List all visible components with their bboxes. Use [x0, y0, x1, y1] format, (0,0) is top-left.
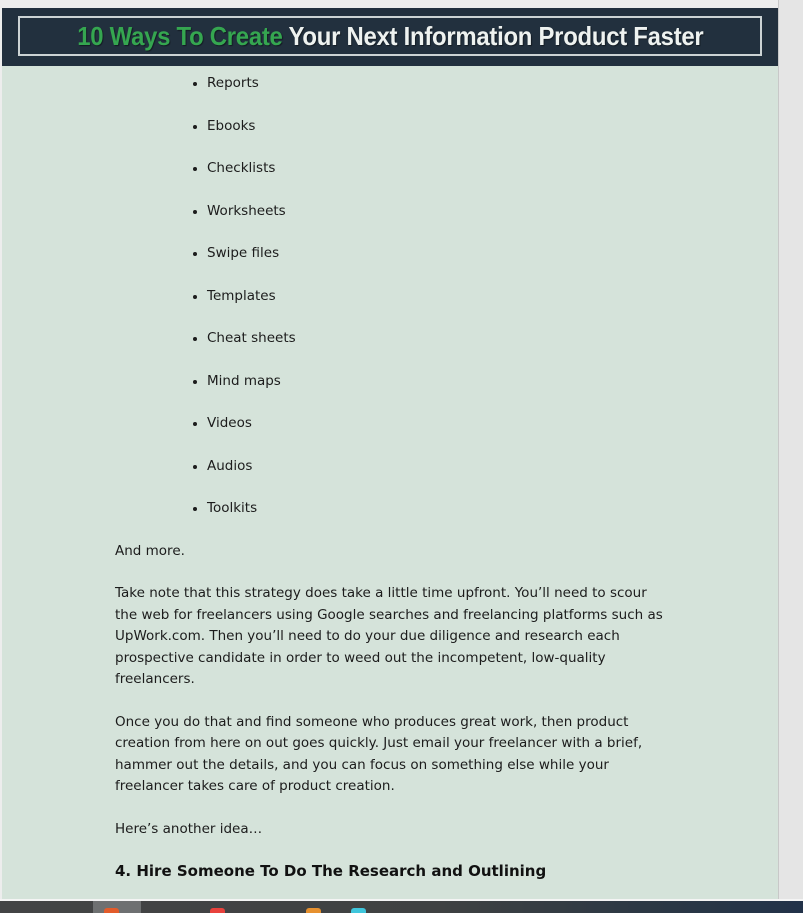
taskbar [0, 901, 803, 913]
list-item: • Reports [207, 73, 665, 95]
article-body [2, 66, 778, 883]
list-item: • Videos [207, 413, 665, 435]
article-page [2, 8, 778, 899]
paragraph: Take note that this strategy does take a little time upfront. You’ll need to scour the web for freelancers using Google searches and freelancing platforms such as UpWork.com. Then you’ll need to do your due diligence and research each prospective candidate in order to weed out the incompetent, low-quality freelancers. [115, 585, 663, 687]
scrollbar-track[interactable] [778, 0, 803, 913]
page-title-highlight: 10 Ways To Create [76, 20, 289, 51]
list-item: • Ebooks [207, 116, 665, 138]
list-item: • Checklists [207, 158, 665, 180]
section-heading: 4. Hire Someone To Do The Research and Outlining [115, 862, 547, 880]
list-item: • Swipe files [207, 243, 665, 265]
product-types-list [115, 73, 665, 520]
taskbar-app-red-icon[interactable] [210, 908, 225, 913]
list-item: • Worksheets [207, 201, 665, 223]
paragraph: Once you do that and find someone who produces great work, then product creation from here on out goes quickly. Just email your freelancer with a brief, hammer out the details, and you can focus on something else while your freelancer takes care of product creation. [115, 713, 643, 794]
list-item: • Templates [207, 286, 665, 308]
list-item: • Cheat sheets [207, 328, 665, 350]
taskbar-app-orange-icon[interactable] [104, 908, 119, 913]
transition-text: Here’s another idea… [115, 820, 263, 837]
taskbar-app-amber-icon[interactable] [306, 908, 321, 913]
page-title [77, 21, 703, 52]
list-item: • Mind maps [207, 371, 665, 393]
list-item: • Toolkits [207, 498, 665, 520]
list-item: • Audios [207, 456, 665, 478]
title-frame [18, 16, 762, 56]
page-title-rest: Your Next Information Product Faster [288, 20, 704, 51]
post-title-banner [2, 8, 778, 66]
taskbar-app-cyan-icon[interactable] [351, 908, 366, 913]
and-more-text: And more. [115, 542, 185, 559]
